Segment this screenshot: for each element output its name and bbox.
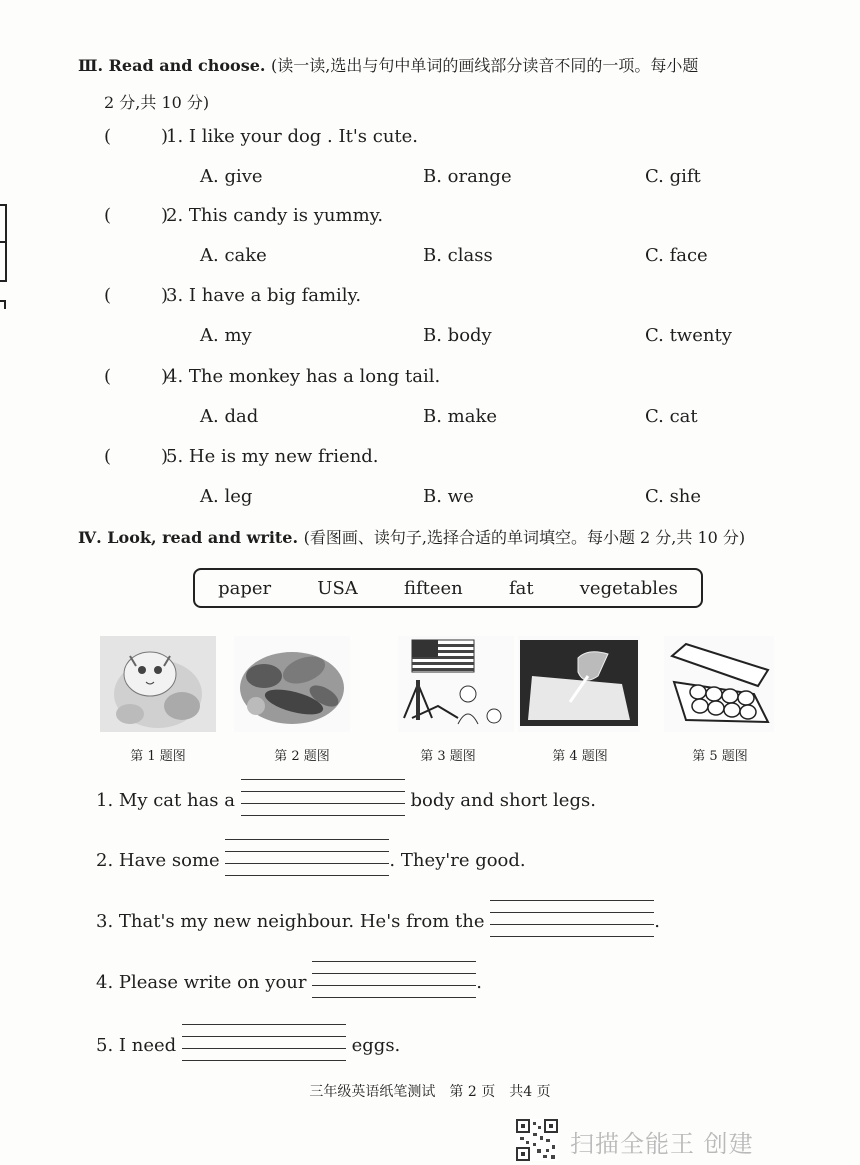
question-4-option-a: A. dad	[200, 406, 259, 427]
question-text: 1. I like your dog . It's cute.	[166, 126, 419, 147]
sentence-text: .	[476, 972, 482, 993]
paren-open: (	[104, 205, 112, 226]
question-4-option-b: B. make	[423, 406, 498, 427]
margin-mark	[0, 280, 7, 282]
answer-blank[interactable]	[490, 902, 654, 942]
paren-close: )	[161, 126, 169, 147]
question-3-stem	[104, 285, 361, 306]
paren-close: )	[161, 205, 169, 226]
answer-paren[interactable]	[104, 285, 169, 306]
question-1-option-a: A. give	[200, 166, 263, 187]
question-2-option-b: B. class	[423, 245, 493, 266]
question-text: 2. This candy is yummy.	[166, 205, 384, 226]
answer-paren[interactable]	[104, 205, 169, 226]
answer-paren[interactable]	[104, 126, 169, 147]
paren-open: (	[104, 285, 112, 306]
question-2-stem	[104, 205, 383, 226]
question-5-option-c: C. she	[645, 486, 702, 507]
answer-blank[interactable]	[182, 1026, 346, 1066]
paper-picture	[518, 636, 640, 732]
section-3-instruction: (读一读,选出与句中单词的画线部分读音不同的一项。每小题	[271, 56, 699, 75]
question-text: 4. The monkey has a long tail.	[166, 366, 441, 387]
margin-mark	[4, 300, 6, 309]
answer-blank[interactable]	[225, 841, 389, 881]
sentence-text: .	[654, 911, 660, 932]
picture-caption: 第 5 题图	[692, 749, 748, 764]
word-bank-item: fifteen	[403, 577, 463, 599]
question-2-option-a: A. cake	[200, 245, 267, 266]
question-2-option-c: C. face	[645, 245, 708, 266]
question-3-option-c: C. twenty	[645, 325, 732, 346]
question-4-option-c: C. cat	[645, 406, 698, 427]
fill-sentence-1	[96, 781, 596, 821]
section-4-title: Ⅳ. Look, read and write.	[78, 528, 299, 547]
question-4-stem	[104, 366, 440, 387]
question-text: 5. He is my new friend.	[166, 446, 379, 467]
section-4-heading	[78, 525, 745, 548]
margin-mark	[0, 241, 7, 243]
paren-close: )	[161, 366, 169, 387]
picture-caption: 第 2 题图	[274, 749, 330, 764]
sentence-text: 3. That's my new neighbour. He's from the	[96, 911, 485, 932]
sentence-text: 1. My cat has a	[96, 790, 235, 811]
paren-close: )	[161, 285, 169, 306]
sentence-text: 2. Have some	[96, 850, 220, 871]
fat-cat-picture	[100, 636, 216, 732]
fill-sentence-3	[96, 902, 660, 942]
question-text: 3. I have a big family.	[166, 285, 362, 306]
word-bank-item: USA	[317, 577, 358, 599]
qr-code-icon	[516, 1119, 558, 1161]
paren-close: )	[161, 446, 169, 467]
picture-caption: 第 4 题图	[552, 749, 608, 764]
sentence-text: 4. Please write on your	[96, 972, 307, 993]
paren-open: (	[104, 446, 112, 467]
question-1-stem	[104, 126, 418, 147]
paren-open: (	[104, 366, 112, 387]
watermark: 扫描全能王 创建	[570, 1130, 754, 1158]
sentence-text: eggs.	[351, 1035, 401, 1056]
word-bank-item: fat	[508, 577, 534, 599]
question-5-stem	[104, 446, 379, 467]
margin-mark	[5, 204, 7, 282]
paren-open: (	[104, 126, 112, 147]
picture-caption: 第 3 题图	[420, 749, 476, 764]
fill-sentence-2	[96, 841, 526, 881]
fill-sentence-5	[96, 1026, 400, 1066]
answer-blank[interactable]	[241, 781, 405, 821]
section-3-title: Ⅲ. Read and choose.	[78, 56, 266, 75]
sentence-text: . They're good.	[389, 850, 526, 871]
fill-sentence-4	[96, 963, 482, 1003]
usa-picture	[398, 636, 514, 732]
question-1-option-b: B. orange	[423, 166, 512, 187]
section-4-instruction: (看图画、读句子,选择合适的单词填空。每小题 2 分,共 10 分)	[303, 528, 746, 547]
question-5-option-b: B. we	[423, 486, 474, 507]
sentence-text: 5. I need	[96, 1035, 177, 1056]
sentence-text: body and short legs.	[410, 790, 596, 811]
word-bank-item: vegetables	[579, 577, 678, 599]
answer-blank[interactable]	[312, 963, 476, 1003]
question-1-option-c: C. gift	[645, 166, 701, 187]
page-footer: 三年级英语纸笔测试 第 2 页 共4 页	[309, 1084, 551, 1100]
question-5-option-a: A. leg	[200, 486, 253, 507]
vegetables-picture	[234, 636, 350, 732]
section-3-heading	[78, 53, 698, 76]
eggs-picture	[664, 636, 774, 732]
word-bank	[193, 568, 703, 608]
question-3-option-a: A. my	[200, 325, 252, 346]
answer-paren[interactable]	[104, 366, 169, 387]
section-3-instruction-cont: 2 分,共 10 分)	[104, 93, 210, 112]
word-bank-item: paper	[218, 577, 272, 599]
question-3-option-b: B. body	[423, 325, 492, 346]
answer-paren[interactable]	[104, 446, 169, 467]
picture-caption: 第 1 题图	[130, 749, 186, 764]
